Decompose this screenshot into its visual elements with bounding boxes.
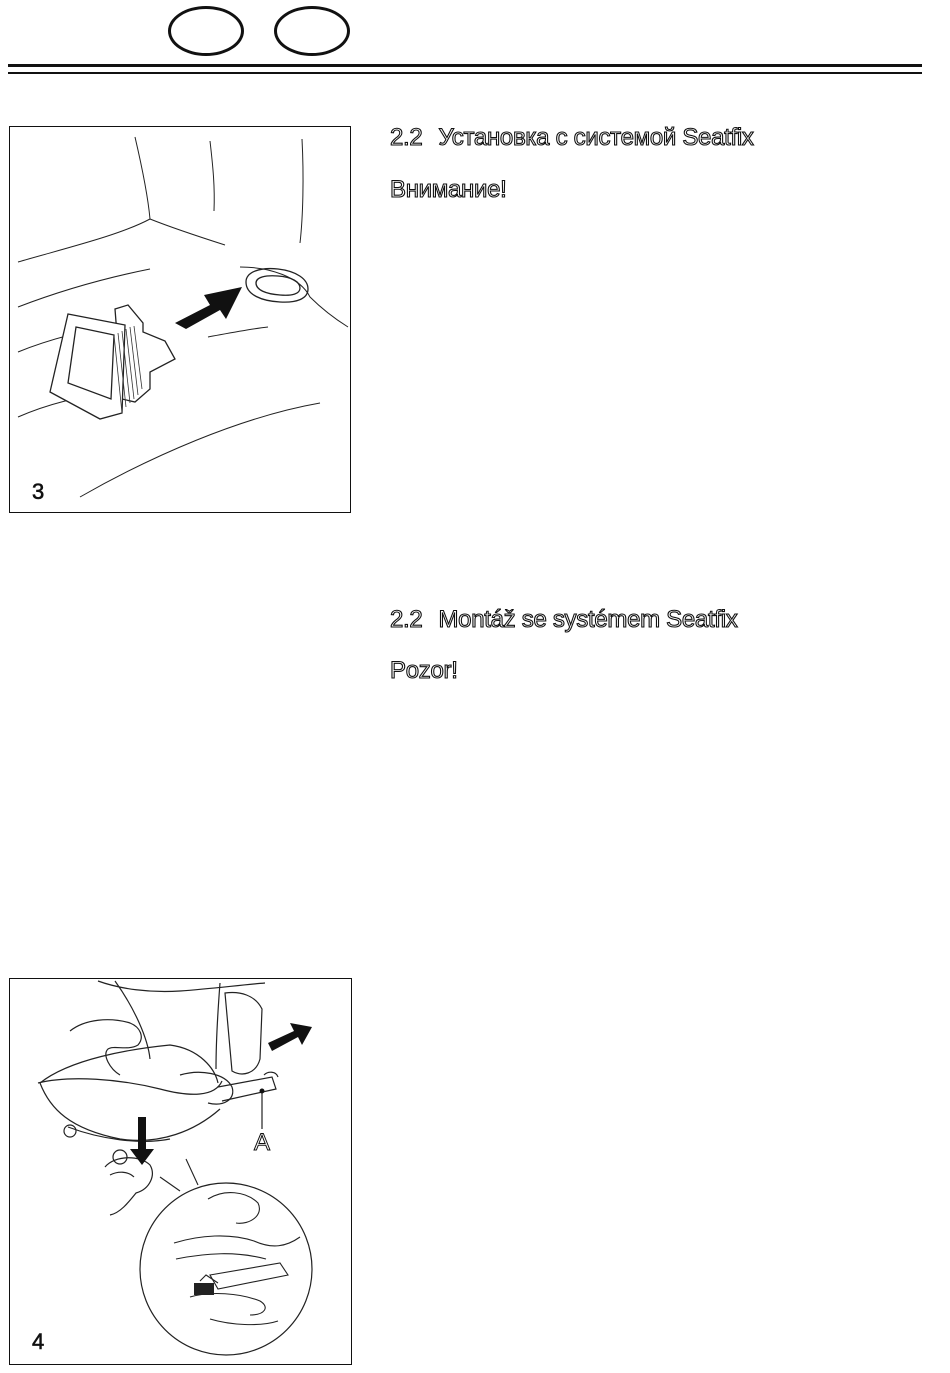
section-title-ru: Установка с системой Seatfix xyxy=(438,124,754,151)
figure-3-illustration xyxy=(10,127,352,514)
section-number-ru: 2.2 xyxy=(390,124,423,151)
language-oval-1 xyxy=(168,6,244,56)
section-heading-cz xyxy=(390,606,737,634)
warning-heading-ru: Внимание! xyxy=(390,176,507,203)
section-number-cz: 2.2 xyxy=(390,606,423,633)
figure-4-label-a: A xyxy=(254,1129,271,1156)
figure-4-illustration xyxy=(10,979,353,1366)
figure-3 xyxy=(9,126,351,513)
warning-heading-cz: Pozor! xyxy=(390,657,458,684)
language-oval-2 xyxy=(274,6,350,56)
figure-3-number: 3 xyxy=(32,479,45,504)
section-title-cz: Montáž se systémem Seatfix xyxy=(438,606,738,633)
header-rule-thin xyxy=(8,72,922,74)
figure-4-number: 4 xyxy=(32,1329,45,1354)
header-rule-thick xyxy=(8,64,922,67)
figure-4 xyxy=(9,978,352,1365)
section-heading-ru xyxy=(390,124,754,152)
